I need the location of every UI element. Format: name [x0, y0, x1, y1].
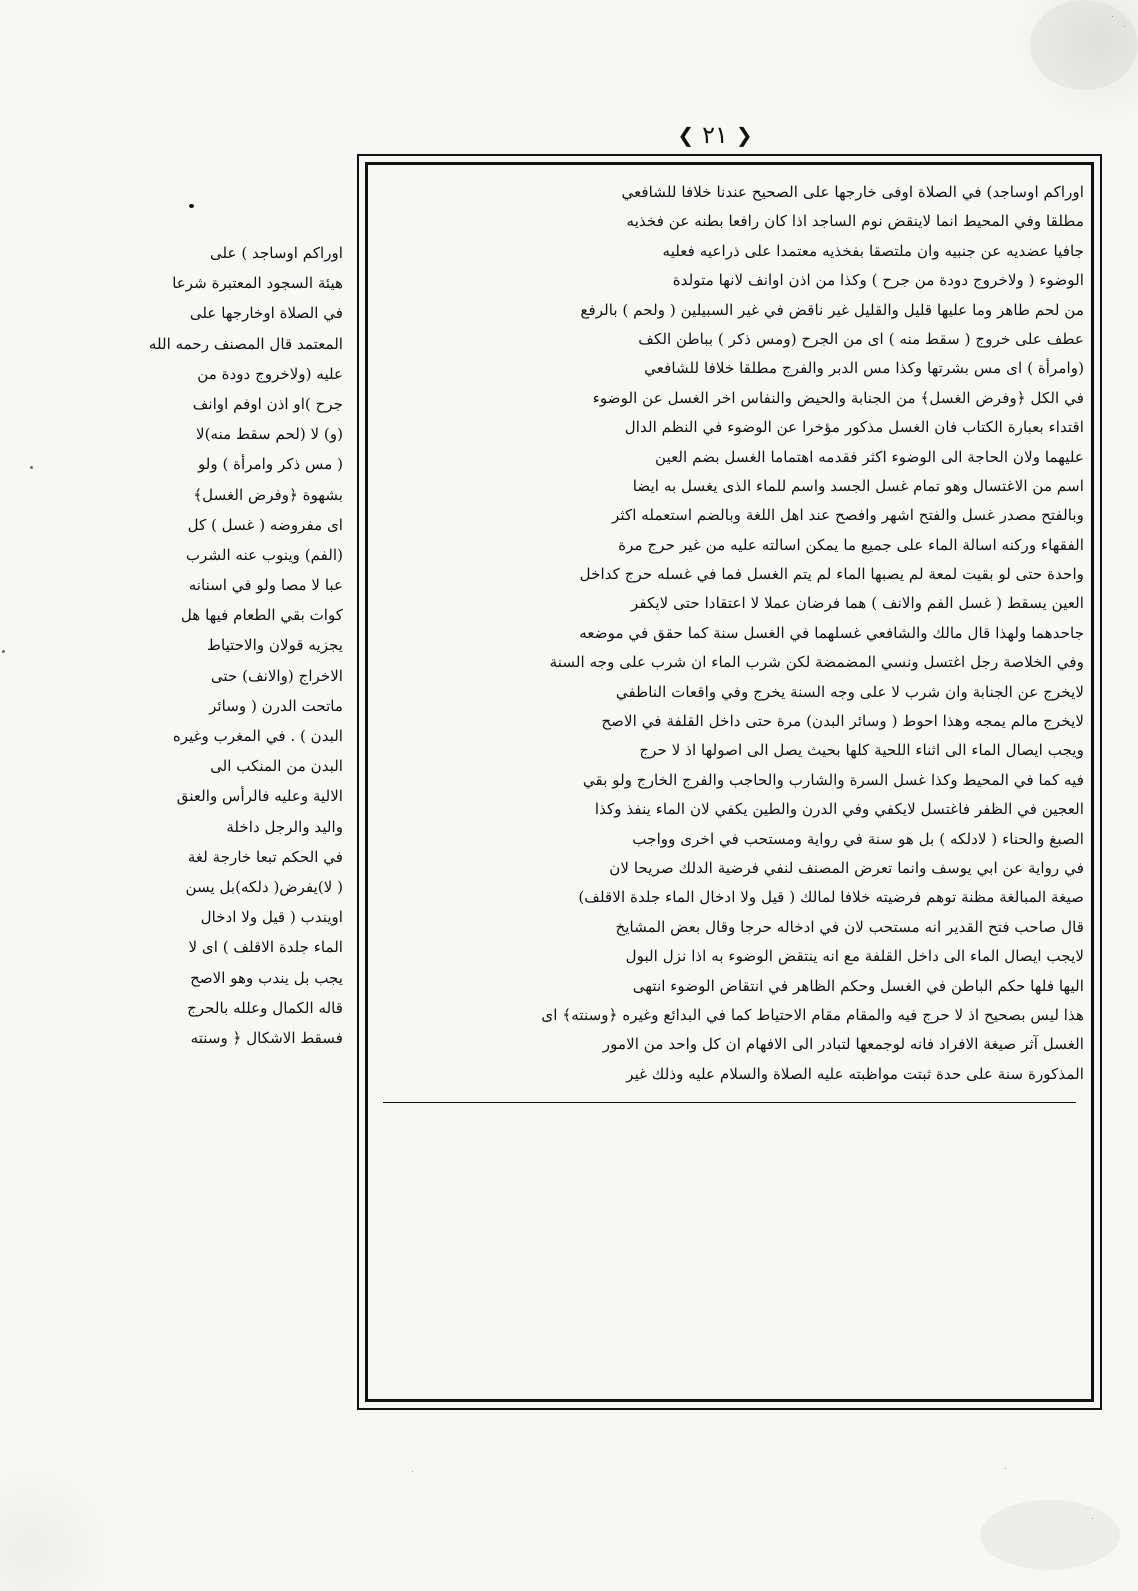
- main-line: اقتداء بعبارة الكتاب فان الغسل مذكور مؤخرا عن الوضوء في النظم الدال: [624, 418, 1084, 437]
- page-header: [650, 118, 780, 152]
- main-line: جاحدهما ولهذا قال مالك والشافعي غسلهما في الغسل سنة كما حقق في موضعه: [579, 623, 1084, 642]
- ink-dot: [30, 466, 33, 469]
- main-line: من لحم طاهر وما عليها قليل والقليل غير ناقض في غير السبيلين ( ولحم ) بالرفع: [580, 300, 1084, 319]
- margin-line: الالية وعليه فالرأس والعنق: [176, 787, 343, 806]
- main-line: الغسل آثر صيغة الافراد فانه لوجمعها لتبادر الى الافهام ان كل واحد من الامور: [602, 1035, 1084, 1054]
- main-line: عطف على خروج ( سقط منه ) اى من الجرح (ومس ذكر ) بباطن الكف: [638, 329, 1084, 348]
- main-line: الفقهاء وركنه اسالة الماء على جميع ما يمكن اسالته عليه من غير حرج مرة: [618, 535, 1084, 554]
- main-line: (وامرأة ) اى مس بشرتها وكذا مس الدبر والفرج مطلقا خلافا للشافعي: [644, 359, 1084, 378]
- margin-line: بشهوة ﴿وفرض الغسل﴾: [193, 485, 343, 504]
- paper-speck: [1005, 1468, 1006, 1469]
- main-line: الوضوء ( ولاخروج دودة من جرح ) وكذا من اذن اوانف لانها متولدة: [672, 271, 1084, 290]
- margin-line: اوراكم اوساجد ) على: [209, 244, 343, 262]
- margin-line: عليه (ولاخروج دودة من: [197, 364, 343, 383]
- main-line: واحدة حتى لو بقيت لمعة لم يصبها الماء لم يتم الغسل فما في غسله حرج كداخل: [579, 565, 1084, 584]
- margin-line: يجب بل يندب وهو الاصح: [190, 968, 343, 987]
- margin-line: ( لا)يفرض( دلكه)بل يسن: [185, 877, 343, 896]
- margin-line: اى مفروضه ( غسل ) كل: [187, 515, 343, 534]
- margin-line: فسقط الاشكال ﴿ وسنته: [190, 1028, 343, 1047]
- margin-commentary: [118, 238, 343, 1328]
- paper-speck: [1092, 1518, 1093, 1519]
- main-commentary: [377, 178, 1084, 1396]
- section-divider: [383, 1102, 1076, 1103]
- main-line: في الكل ﴿وفرض الغسل﴾ من الجنابة والحيض والنفاس اخر الغسل عن الوضوء: [592, 388, 1084, 407]
- main-line: اسم من الاغتسال وهو تمام غسل الجسد واسم للماء الذى يغسل به ايضا: [632, 476, 1084, 495]
- margin-line: الماء جلدة الاقلف ) اى لا: [188, 938, 343, 957]
- ink-dot: [2, 650, 5, 653]
- main-line: قال صاحب فتح القدير انه مستحب لان في ادخاله حرجا وقال بعض المشايخ: [615, 917, 1084, 936]
- main-line: لايجب ايصال الماء الى داخل القلفة مع انه ينتقض الوضوء به اذا نزل البول: [625, 947, 1084, 966]
- margin-line: البدن ) . في المغرب وغيره: [172, 727, 343, 745]
- margin-line: ( مس ذكر وامرأة ) ولو: [197, 455, 343, 474]
- margin-line: اويندب ( قيل ولا ادخال: [200, 908, 343, 927]
- margin-line: واليد والرجل داخلة: [226, 817, 343, 836]
- main-line: فيه كما في المحيط وكذا غسل السرة والشارب والحاجب والفرج الخارج ولو بقي: [582, 770, 1084, 789]
- margin-line: المعتمد قال المصنف رحمه الله: [148, 334, 343, 353]
- paper-speck: [1124, 26, 1125, 27]
- margin-line: (و) لا (لحم سقط منه)لا: [196, 425, 343, 444]
- main-line: اليها فلها حكم الباطن في الغسل وحكم الظاهر في انتقاض الوضوء انتهى: [632, 976, 1084, 995]
- main-line: المذكورة سنة على حدة ثبتت مواظبته عليه الصلاة والسلام عليه وذلك غير: [626, 1064, 1084, 1083]
- main-line: مطلقا وفي المحيط انما لاينقض نوم الساجد اذا كان رافعا بطنه عن فخذيه: [626, 212, 1084, 231]
- margin-line: ماتحت الدرن ( وسائر: [209, 696, 343, 715]
- margin-line: الاخراج (والانف) حتى: [210, 666, 343, 685]
- main-text-frame: [357, 154, 1102, 1410]
- main-line: جافيا عضديه عن جنبيه وان ملتصقا بفخذيه معتمدا على ذراعيه فعليه: [662, 241, 1084, 260]
- paper-speck: [412, 1471, 413, 1472]
- main-line: العين يسقط ( غسل الفم والانف ) هما فرضان عملا لا اعتقادا حتى لايكفر: [630, 594, 1084, 613]
- right-ornament-icon: ❯: [735, 123, 753, 147]
- margin-line: في الصلاة اوخارجها على: [189, 304, 343, 323]
- margin-line: جرح )او اذن اوفم اوانف: [192, 394, 343, 413]
- main-line: اوراكم اوساجد) في الصلاة اوفى خارجها على الصحيح عندنا خلافا للشافعي: [621, 183, 1084, 201]
- main-line: في رواية عن ابي يوسف وانما تعرض المصنف لنفي فرضية الدلك صريحا لان: [609, 858, 1084, 877]
- main-line: العجين في الظفر فاغتسل لايكفي وفي الدرن والطين يكفي لان الماء ينفذ وكذا: [594, 800, 1084, 819]
- main-line: وفي الخلاصة رجل اغتسل ونسي المضمضة لكن شرب الماء ان شرب على وجه السنة: [549, 653, 1084, 672]
- main-line: هذا ليس بصحيح اذ لا حرج فيه والمقام مقام الاحتياط كما في البدائع وغيره ﴿وسنته﴾ اى: [541, 1005, 1084, 1024]
- main-line: لايخرج مالم يمجه وهذا احوط ( وسائر البدن) مرة حتى داخل القلفة في الاصح: [601, 712, 1084, 731]
- paper-stain: [1030, 0, 1138, 90]
- paper-stain: [980, 1500, 1120, 1570]
- margin-line: قاله الكمال وعلله بالحرج: [187, 998, 343, 1017]
- margin-line: هيئة السجود المعتبرة شرعا: [172, 274, 343, 293]
- margin-line: كوات بقي الطعام فيها هل: [180, 606, 343, 625]
- ink-dot: [189, 204, 194, 208]
- left-ornament-icon: ❮: [677, 123, 695, 147]
- main-line: وبالفتح مصدر غسل والفتح اشهر وافصح عند اهل اللغة وبالضم استعمله اكثر: [612, 506, 1084, 525]
- main-line: صيغة المبالغة مظنة توهم فرضيته خلافا لمالك ( قيل ولا ادخال الماء جلدة الاقلف): [578, 888, 1084, 907]
- margin-line: البدن من المنكب الى: [210, 757, 343, 776]
- margin-line: عبا لا مصا ولو في اسنانه: [188, 576, 343, 595]
- margin-line: يجزيه قولان والاحتياط: [207, 636, 343, 655]
- margin-line: (الفم) وينوب عنه الشرب: [185, 545, 343, 564]
- margin-line: في الحكم تبعا خارجة لغة: [187, 847, 343, 866]
- main-line: عليهما ولان الحاجة الى الوضوء اكثر فقدمه اهتماما الغسل بضم العين: [654, 447, 1084, 466]
- paper-speck: [1112, 16, 1113, 17]
- main-line: الصبغ والحناء ( لادلكه ) بل هو سنة في رواية ومستحب في اخرى وواجب: [632, 829, 1084, 848]
- page-number: ٢١: [702, 121, 728, 149]
- main-line: ويجب ايصال الماء الى اثناء اللحية كلها بحيث يصل الى اصولها اذ لا حرج: [639, 741, 1084, 760]
- main-line: لايخرج عن الجنابة وان شرب لا على وجه السنة يخرج وفي واقعات الناطفي: [615, 682, 1084, 701]
